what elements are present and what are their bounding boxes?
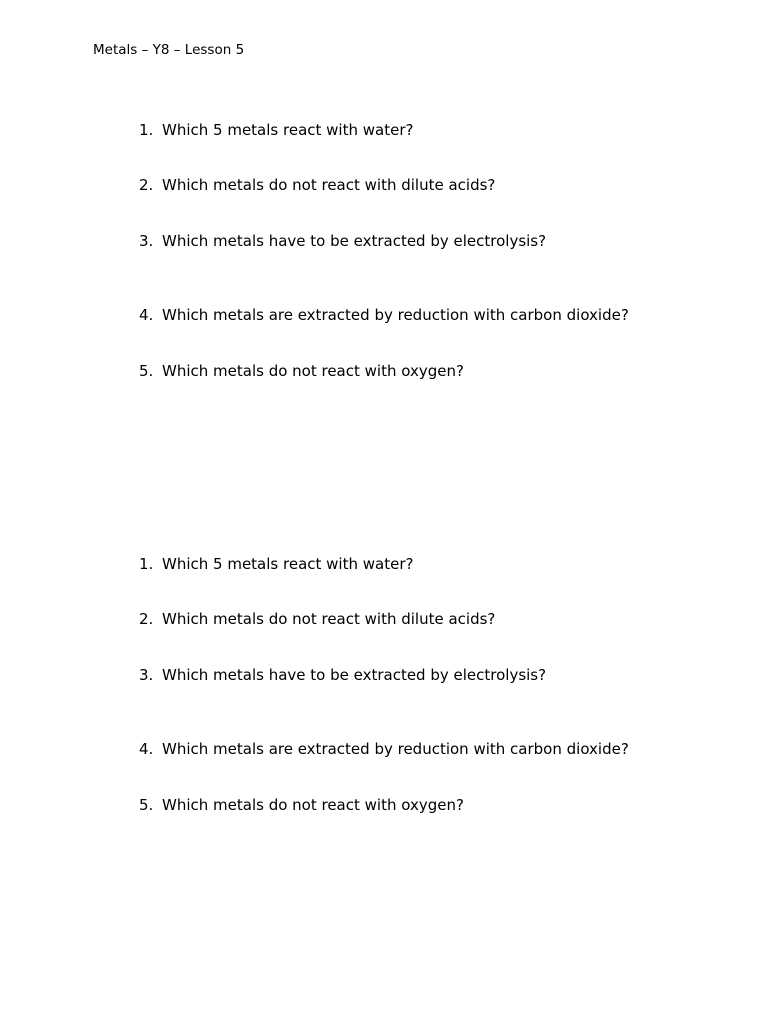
question-number: 5. [139, 796, 154, 814]
question-number: 4. [139, 740, 154, 758]
question-item [139, 665, 546, 685]
question-text: Which 5 metals react with water? [162, 555, 414, 573]
question-item [139, 175, 495, 195]
question-text: Which metals do not react with oxygen? [162, 796, 464, 814]
question-item [139, 305, 629, 325]
question-item [139, 120, 413, 140]
question-text: Which metals do not react with dilute acids? [162, 176, 496, 194]
question-text: Which metals have to be extracted by electrolysis? [162, 232, 547, 250]
question-number: 2. [139, 610, 154, 628]
question-item [139, 361, 464, 381]
question-text: Which metals have to be extracted by electrolysis? [162, 666, 547, 684]
question-text: Which metals are extracted by reduction with carbon dioxide? [162, 740, 629, 758]
question-number: 2. [139, 176, 154, 194]
question-number: 1. [139, 555, 154, 573]
question-text: Which 5 metals react with water? [162, 121, 414, 139]
question-item [139, 739, 629, 759]
question-item [139, 795, 464, 815]
question-item [139, 609, 495, 629]
document-header: Metals – Y8 – Lesson 5 [93, 42, 245, 58]
question-text: Which metals do not react with oxygen? [162, 362, 464, 380]
question-number: 3. [139, 232, 154, 250]
question-number: 5. [139, 362, 154, 380]
question-number: 1. [139, 121, 154, 139]
question-number: 3. [139, 666, 154, 684]
question-item [139, 554, 413, 574]
question-item [139, 231, 546, 251]
question-number: 4. [139, 306, 154, 324]
question-text: Which metals are extracted by reduction with carbon dioxide? [162, 306, 629, 324]
question-text: Which metals do not react with dilute acids? [162, 610, 496, 628]
